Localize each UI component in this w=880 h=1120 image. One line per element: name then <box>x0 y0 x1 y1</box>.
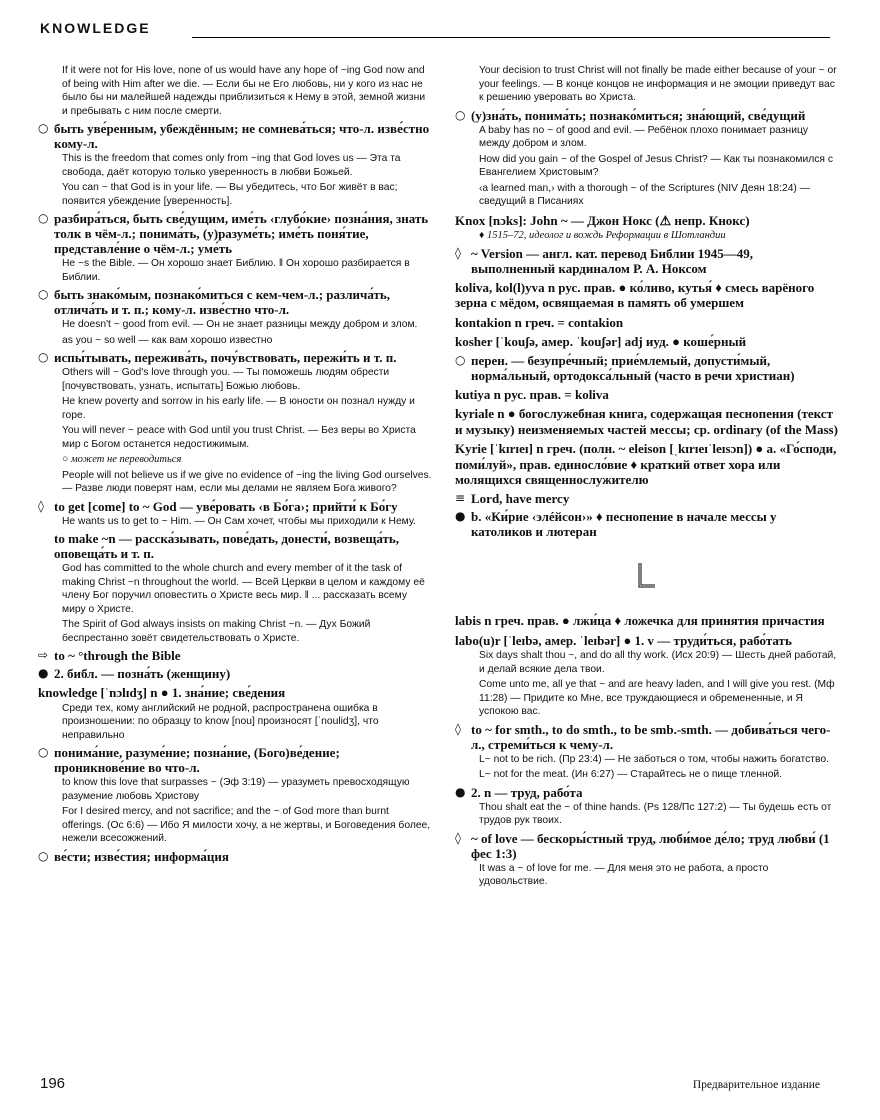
sense-line <box>455 722 838 752</box>
entry-text: God has committed to the whole church and every member of it the task of making Christ ~n throughout the world. — Всей Церкви в целом и каждому её члену Бог поручил оповестить о Христе весь мир. ‖ ... рассказать всему миру о Христе. <box>62 563 425 615</box>
letter-heading-glyph <box>635 561 659 591</box>
sense-line <box>38 287 433 317</box>
example-text <box>479 649 838 676</box>
example-text <box>62 776 433 803</box>
example-text <box>62 152 433 179</box>
sense-line <box>455 491 838 506</box>
example-text <box>62 181 433 208</box>
entry-text: to know this love that surpasses ~ (Эф 3:19) — уразуметь превосходящую разумение любовь Христову <box>62 777 410 802</box>
entry-text: kutiya n рус. прав. = koliva <box>455 386 609 402</box>
sense-line <box>38 499 433 514</box>
example-text <box>62 64 433 118</box>
edition-note: Предварительное издание <box>692 1079 820 1091</box>
entry-text: Knox [nɔks]: John ~ — Джон Нокс (⚠ непр. Кнокс) <box>455 212 750 228</box>
sense-marker-icon: ○ <box>38 745 49 759</box>
example-text <box>62 702 433 743</box>
entry-text: A baby has no ~ of good and evil. — Ребёнок плохо понимает разницу между добром и злом. <box>479 124 808 149</box>
headword-entry <box>455 406 838 437</box>
entry-text: He ~s the Bible. — Он хорошо знает Библию. ‖ Он хорошо разбирается в Библии. <box>62 258 410 283</box>
entry-text: kosher [ˈkouʃə, амер. ˈkouʃər] adj иуд. ● коше́рный <box>455 334 747 349</box>
entry-text: быть уве́ренным, убеждённым; не сомнева́ться; что-л. изве́стно кому-л. <box>54 121 430 151</box>
sense-marker-icon: ≡ <box>455 490 466 505</box>
headword-entry <box>455 334 838 350</box>
entry-text: to ~ for smth., to do smth., to be smb.-smth. — добива́ться чего-л., стреми́ться к чему-л. <box>471 721 831 752</box>
sense-marker-icon: ○ <box>38 211 49 225</box>
sense-marker-icon: ● <box>455 784 466 799</box>
entry-text: He wants us to get to ~ Him. — Он Сам хочет, чтобы мы приходили к Нему. <box>62 515 416 527</box>
sense-marker-icon: ○ <box>38 350 49 364</box>
page-header <box>40 20 830 40</box>
sense-line <box>38 666 433 681</box>
sense-marker-icon: ○ <box>455 352 466 367</box>
entry-text: Six days shalt thou ~, and do all thy work. (Исх 20:9) — Шесть дней работай, и делай всякие дела твои. <box>479 650 837 675</box>
entry-text: ве́сти; изве́стия; информа́ция <box>54 848 229 864</box>
example-text <box>62 453 433 467</box>
example-text <box>479 153 838 180</box>
sense-marker-icon: ● <box>38 666 49 680</box>
entry-text: You can ~ that God is in your life. — Вы убедитесь, что Бог живёт в вас; появится убеждение [уверенность]. <box>62 182 398 207</box>
example-text <box>62 257 433 284</box>
sense-marker-icon: ◊ <box>455 721 461 736</box>
sense-line <box>455 509 838 539</box>
example-text <box>62 805 433 846</box>
entry-text: (у)зна́ть, понима́ть; познако́миться; зна́ющий, све́дущий <box>471 107 806 123</box>
example-text <box>479 753 838 767</box>
letter-heading <box>455 561 838 596</box>
sense-line <box>38 531 433 561</box>
sense-line <box>38 121 433 151</box>
example-text <box>479 768 838 782</box>
example-text <box>62 395 433 422</box>
entry-text: ○ может не переводиться <box>62 454 182 465</box>
entry-text: понима́ние, разуме́ние; позна́ние, (Бого)ве́дение; проникнове́ние во что-л. <box>54 745 340 775</box>
entry-text: to make ~n — расска́зывать, пове́дать, донести́, возвеща́ть, оповеща́ть и т. п. <box>54 531 400 561</box>
left-column <box>38 64 433 865</box>
entry-text: ~ of love — бескоры́стный труд, люби́мое де́ло; труд любви́ (1 фес 1:3) <box>471 830 830 861</box>
sense-marker-icon: ● <box>455 508 466 523</box>
sense-line <box>455 831 838 861</box>
sense-line <box>455 785 838 800</box>
entry-text: L~ not to be rich. (Пр 23:4) — Не заботься о том, чтобы нажить богатство. <box>479 753 829 765</box>
entry-text: Lord, have mercy <box>471 490 570 506</box>
example-text <box>62 515 433 529</box>
sense-marker-icon: ⇨ <box>38 648 49 662</box>
entry-text: Others will ~ God's love through you. — Ты поможешь людям обрести [почувствовать, узнать, испытать] Божью любовь. <box>62 367 390 392</box>
entry-text: labis n греч. прав. ● лжи́ца ♦ ложечка для принятия причастия <box>455 613 825 628</box>
entry-text: ‹a learned man,› with a thorough ~ of the Scriptures (NIV Деян 18:24) — сведущий в Писаниях <box>479 182 811 207</box>
headword-entry <box>455 633 838 649</box>
sense-marker-icon: ○ <box>38 121 49 135</box>
entry-text: The Spirit of God always insists on making Christ ~n. — Дух Божий беспрестанно зовёт свидетельствовать о Христе. <box>62 619 371 644</box>
entry-text: kyriale n ● богослужебная книга, содержащая песнопения (текст и музыку) неизменяемых частей мессы; ср. ordinary (of the Mass) <box>455 406 838 437</box>
entry-text: You will never ~ peace with God until you trust Christ. — Без веры во Христа мир с Богом останется недостижимым. <box>62 425 416 450</box>
entry-text: ~ Version — англ. кат. перевод Библии 1945—49, выполненный кардиналом Р. А. Ноксом <box>471 245 753 276</box>
entry-text: быть знако́мым, познако́миться с кем-чем-л.; различа́ть, отлича́ть и т. п.; кому-л. изве́стно что-л. <box>54 287 391 317</box>
sense-marker-icon: ○ <box>38 287 49 301</box>
entry-text: For I desired mercy, and not sacrifice; and the ~ of God more than burnt offerings. (Ос 6:6) — Ибо Я милости хочу, а не жертвы, и Боговедения более, нежели всесожжений. <box>62 806 431 844</box>
example-text <box>62 318 433 332</box>
example-text <box>479 64 838 105</box>
entry-text: People will not believe us if we give no evidence of ~ing the living God ourselves. — Разве люди поверят нам, если мы делами не являем Бога живого? <box>62 469 432 494</box>
entry-text: b. «Ки́рие ‹элéйсон›» ♦ песнопение в начале мессы у католиков и лютеран <box>471 508 777 539</box>
entry-text: labo(u)r [ˈleɪbə, амер. ˈleɪbər] ● 1. v — труди́ться, рабо́тать <box>455 632 792 648</box>
sense-line <box>38 350 433 365</box>
sense-line <box>38 211 433 256</box>
entry-text: koliva, kol(l)yva n рус. прав. ● ко́ливо, кутья́ ♦ смесь варёного зерна с мёдом, освящаемая в память об умершем <box>455 279 815 310</box>
headword-entry <box>455 441 838 488</box>
sense-marker-icon: ○ <box>38 848 49 863</box>
entry-text: kontakion n греч. = contakion <box>455 314 624 330</box>
entry-text: Kyrie [ˈkɪrɪeɪ] n греч. (полн. ~ eleison [ˌkɪrɪeɪˈleɪsɔn]) ● a. «Го́споди, поми́луй», прав. единосло́вие ♦ краткий ответ хора или молящихся священнослужителю <box>455 441 837 487</box>
example-text <box>479 124 838 151</box>
example-text <box>62 562 433 616</box>
sense-line <box>455 353 838 383</box>
headword-entry <box>455 213 838 229</box>
entry-text: ♦ 1515–72, идеолог и вождь Реформации в Шотландии <box>479 230 726 241</box>
entry-text: Thou shalt eat the ~ of thine hands. (Ps 128/Пс 127:2) — Ты будешь есть от трудов рук твоих. <box>479 801 832 826</box>
sense-line <box>455 108 838 123</box>
entry-text: as you ~ so well — как вам хорошо известно <box>62 334 273 346</box>
sense-line <box>38 849 433 864</box>
header-rule <box>192 37 830 38</box>
sense-marker-icon: ○ <box>455 107 466 122</box>
section-title: KNOWLEDGE <box>40 20 151 36</box>
sense-marker-icon: ◊ <box>38 498 44 513</box>
example-text <box>62 618 433 645</box>
sense-line <box>455 246 838 276</box>
entry-text: Your decision to trust Christ will not finally be made either because of your ~ or your feelings. — В конце концов не информация и не эмоции приведут вас к решению уверовать во Христа. <box>479 65 837 103</box>
entry-text: Среди тех, кому английский не родной, распространена ошибка в произношении: по образцу to know [nou] произносят [ˈnoulidʒ], что неправильно <box>62 702 379 741</box>
example-text <box>479 229 838 243</box>
entry-text: to ~ °through the Bible <box>54 648 181 663</box>
right-column <box>455 64 838 891</box>
example-text <box>62 469 433 496</box>
example-text <box>62 424 433 451</box>
sense-line <box>38 745 433 775</box>
entry-text: 2. библ. — позна́ть (женщину) <box>54 666 231 681</box>
entry-text: испы́тывать, пережива́ть, почу́вствовать, пережи́ть и т. п. <box>54 350 397 365</box>
entry-text: This is the freedom that comes only from ~ing that God loves us — Эта та свобода, даёт которую только уверенность в любви Божьей. <box>62 153 401 178</box>
headword-entry <box>455 280 838 311</box>
entry-text: to get [come] to ~ God — уве́ровать ‹в Бо́га›; прийти́ к Бо́гу <box>54 498 398 514</box>
example-text <box>62 366 433 393</box>
entry-text: knowledge [ˈnɔlɪdʒ] n ● 1. зна́ние; све́дения <box>38 685 286 700</box>
sense-line <box>38 648 433 663</box>
headword-entry <box>38 685 433 701</box>
entry-text: перен. — безупре́чный; прие́млемый, допусти́мый, норма́льный, ортодокса́льный (часто в речи христиан) <box>471 352 795 383</box>
sense-marker-icon: ◊ <box>455 245 461 260</box>
entry-text: He knew poverty and sorrow in his early life. — В юности он познал нужду и горе. <box>62 396 415 421</box>
headword-entry <box>455 613 838 629</box>
letter-heading-text: L <box>643 578 646 583</box>
entry-text: If it were not for His love, none of us would have any hope of ~ing God now and of being with Him after we die. — Если бы не Его любовь, ни у кого из нас не было бы ни малейшей надежды приблизиться к Нему в этой, земной жизни и пребывать с ним после смерти. <box>62 65 426 117</box>
sense-marker-icon: ◊ <box>455 830 461 845</box>
example-text <box>62 334 433 348</box>
example-text <box>479 801 838 828</box>
headword-entry <box>455 387 838 403</box>
example-text <box>479 862 838 889</box>
entry-text: 2. n — труд, рабо́та <box>471 784 583 800</box>
entry-text: He doesn't ~ good from evil. — Он не знает разницы между добром и злом. <box>62 319 418 330</box>
entry-text: разбира́ться, быть све́дущим, име́ть ‹глубо́кие› позна́ния, знать толк в чём-л.; понима́ть, (у)разуме́ть; име́ть поня́тие, представле́ние о чём-л.; уме́ть <box>54 211 429 256</box>
entry-text: How did you gain ~ of the Gospel of Jesus Christ? — Как ты познакомился с Евангелием Христовым? <box>479 153 833 178</box>
headword-entry <box>455 315 838 331</box>
page-number: 196 <box>40 1075 66 1092</box>
entry-text: Come unto me, all ye that ~ and are heavy laden, and I will give you rest. (Мф 11:28) — Придите ко Мне, все труждающиеся и обремененные, и Я успокою вас. <box>479 679 835 717</box>
example-text <box>479 678 838 719</box>
example-text <box>479 182 838 209</box>
entry-text: L~ not for the meat. (Ин 6:27) — Старайтесь не о пище тленной. <box>479 769 783 780</box>
entry-text: It was a ~ of love for me. — Для меня это не работа, а просто удовольствие. <box>479 862 769 887</box>
